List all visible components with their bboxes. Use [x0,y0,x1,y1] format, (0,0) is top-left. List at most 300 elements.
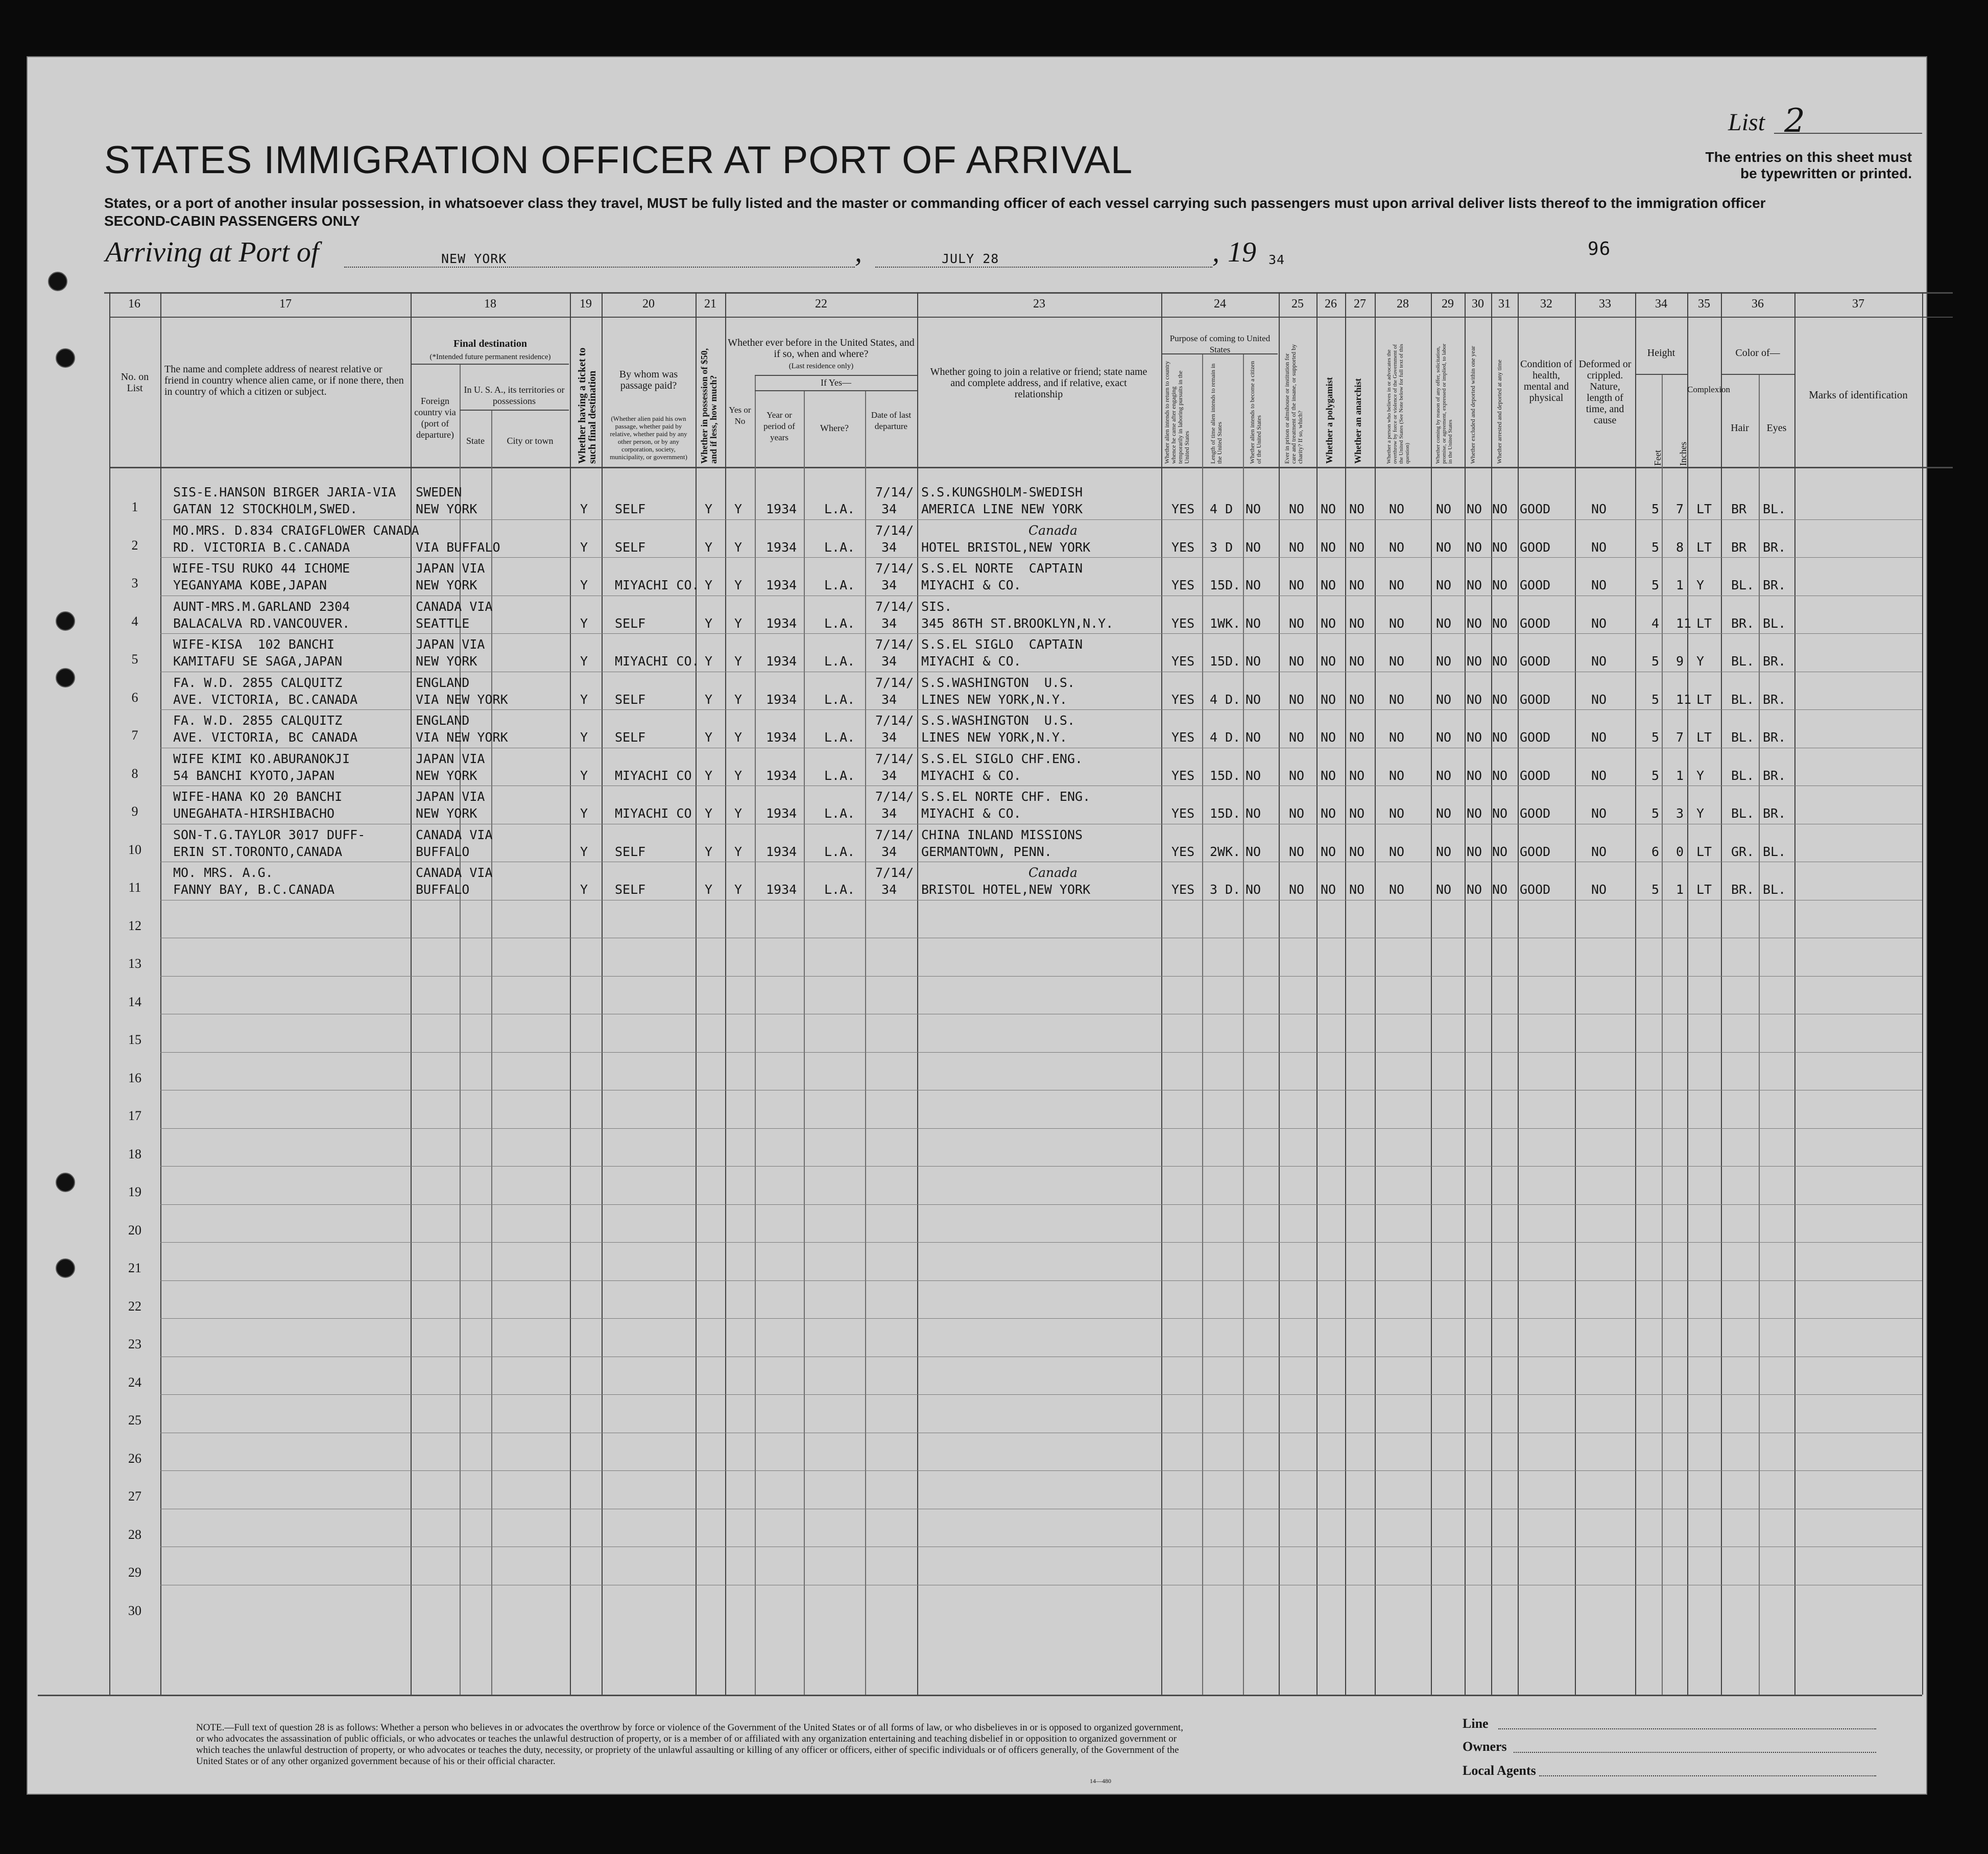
col-num-37: 37 [1852,297,1864,311]
excluded-cell: NO [1467,615,1482,631]
purpose-cell: YES [1171,502,1195,516]
header-condition: Condition of health, mental and physical [1520,359,1572,403]
column-divider [1465,292,1466,1695]
polygamist-cell: NO [1321,539,1336,555]
length-stay-cell: 1WK. [1210,615,1241,631]
destination-usa: NEW YORK [416,654,477,669]
fifty-dollars-cell: Y [705,730,713,745]
row-number: 13 [128,956,141,971]
ticket-cell: Y [580,730,588,745]
ticket-cell: Y [580,882,588,897]
passage-paid-cell: MIYACHI CO. [615,578,700,592]
destination-foreign: ENGLAND [416,713,470,728]
col-num-29: 29 [1442,297,1454,311]
column-divider [1202,353,1203,1695]
row-number: 27 [128,1489,141,1504]
date-departure-line1: 7/14/ [875,637,914,652]
header-where: Where? [820,423,849,433]
header-yes-no: Yes or No [729,405,751,426]
polygamist-cell: NO [1321,768,1336,783]
complexion-cell: LT [1696,615,1712,631]
height-feet-cell: 5 [1651,768,1660,783]
purpose-cell: YES [1171,806,1195,821]
relative-address-line1: FA. W.D. 2855 CALQUITZ [173,713,343,728]
polygamist-cell: NO [1321,578,1336,592]
header-purpose-citizen: Whether alien intends to become a citizen of the United States [1249,361,1262,464]
labor-offer-cell: NO [1436,654,1452,669]
polygamist-cell: NO [1321,806,1336,821]
join-relative-line1: Canada [1028,522,1077,538]
header-date-departure: Date of last departure [871,410,912,431]
height-feet-cell: 5 [1651,730,1660,745]
join-relative-line1: S.S.EL NORTE CHF. ENG. [921,789,1091,804]
date-departure-line2: 34 [881,654,897,669]
fifty-dollars-cell: Y [705,844,713,859]
arrested-cell: NO [1492,882,1508,897]
year-cell: 1934 [766,882,797,897]
col-num-33: 33 [1599,297,1611,311]
date-departure-line1: 7/14/ [875,561,914,576]
purpose-cell: YES [1171,768,1195,783]
row-divider [160,1394,1922,1395]
header-inches: Inches [1678,442,1688,466]
list-label: List [1728,109,1765,136]
line-label: Line [1463,1716,1489,1731]
overthrow-cell: NO [1389,615,1405,631]
header-ever-before: Whether ever before in the United States, and if so, when and where? [728,337,915,360]
relative-address-line2: GATAN 12 STOCKHOLM,SWED. [173,502,358,516]
header-subtitle-2: SECOND-CABIN PASSENGERS ONLY [104,213,360,229]
purpose-cell: YES [1171,654,1195,669]
deformed-cell: NO [1591,578,1607,592]
row-divider [160,519,1922,520]
arrival-date: JULY 28 [942,251,999,266]
relative-address-line2: YEGANYAMA KOBE,JAPAN [173,578,327,592]
line-if-yes [755,390,917,391]
column-divider [696,292,697,1695]
row-number: 24 [128,1374,141,1390]
hair-color-cell: BL. [1731,806,1755,821]
where-cell: L.A. [824,768,855,783]
join-relative-line1: S.S.WASHINGTON U.S. [921,675,1075,690]
deformed-cell: NO [1591,654,1607,669]
fifty-dollars-cell: Y [705,654,713,669]
ever-before-cell: Y [734,806,742,821]
row-divider [160,633,1922,634]
relative-address-line1: FA. W.D. 2855 CALQUITZ [173,675,343,690]
prison-cell: NO [1289,844,1305,859]
column-divider [160,292,161,1695]
header-ticket: Whether having a ticket to such final destination [577,347,598,464]
passage-paid-cell: SELF [615,615,646,631]
passage-paid-cell: SELF [615,692,646,707]
hair-color-cell: BL. [1731,730,1755,745]
citizen-cell: NO [1246,615,1261,631]
citizen-cell: NO [1246,692,1261,707]
row-number: 14 [128,994,141,1009]
arrested-cell: NO [1492,844,1508,859]
anarchist-cell: NO [1349,578,1365,592]
col-num-24: 24 [1214,297,1226,311]
column-number-divider [109,317,1953,318]
relative-address-line2: BALACALVA RD.VANCOUVER. [173,615,350,631]
hair-color-cell: BL. [1731,578,1755,592]
ticket-cell: Y [580,844,588,859]
row-divider [160,1166,1922,1167]
column-divider [804,390,805,1695]
labor-offer-cell: NO [1436,730,1452,745]
column-divider [1279,292,1280,1695]
health-cell: GOOD [1520,806,1551,821]
where-cell: L.A. [824,730,855,745]
complexion-cell: Y [1696,654,1705,669]
header-purpose-return: Whether alien intends to return to country whence he came after engaging temporarily in laboring pursuits in the United States [1163,361,1190,464]
prison-cell: NO [1289,615,1305,631]
owners-underline [1514,1752,1876,1753]
where-cell: L.A. [824,692,855,707]
list-number: 2 [1784,102,1805,140]
form-number: 14—480 [1090,1777,1111,1785]
fifty-dollars-cell: Y [705,615,713,631]
hair-color-cell: GR. [1731,844,1755,859]
row-divider [160,1242,1922,1243]
labor-offer-cell: NO [1436,615,1452,631]
page-number: 96 [1588,239,1611,259]
passage-paid-cell: SELF [615,730,646,745]
excluded-cell: NO [1467,502,1482,516]
column-divider [1243,353,1244,1695]
fifty-dollars-cell: Y [705,578,713,592]
where-cell: L.A. [824,502,855,516]
citizen-cell: NO [1246,882,1261,897]
health-cell: GOOD [1520,539,1551,555]
arriving-label: Arriving at Port of [105,236,319,268]
year-suffix: 34 [1268,252,1285,267]
manifest-sheet [27,56,1927,1795]
year-prefix: 19 [1228,236,1256,268]
prison-cell: NO [1289,654,1305,669]
row-number: 8 [131,766,138,781]
eye-color-cell: BR. [1763,768,1786,783]
overthrow-cell: NO [1389,692,1405,707]
header-subtitle-1: States, or a port of another insular possession, in whatsoever class they travel, MUST be fully listed and the master or commanding officer of each vessel carrying such passengers must upon arrival deliver lists thereof to the immigration officer [104,195,1766,211]
purpose-cell: YES [1171,882,1195,897]
prison-cell: NO [1289,882,1305,897]
header-hair: Hair [1731,422,1749,434]
owners-label: Owners [1463,1739,1507,1754]
citizen-cell: NO [1246,768,1261,783]
row-divider [160,709,1922,710]
overthrow-cell: NO [1389,539,1405,555]
col-num-23: 23 [1033,297,1045,311]
date-departure-line2: 34 [881,730,897,745]
height-inches-cell: 7 [1676,730,1684,745]
polygamist-cell: NO [1321,692,1336,707]
height-inches-cell: 9 [1676,654,1684,669]
row-number: 9 [131,804,138,819]
header-overthrow: Whether a person who believes in or advocates the overthrow by force or violence of the Government of the United States (See Note below for full text of this question) [1386,344,1410,464]
height-feet-cell: 5 [1651,578,1660,592]
length-stay-cell: 15D. [1210,806,1241,821]
ticket-cell: Y [580,578,588,592]
column-divider [1375,292,1376,1695]
length-stay-cell: 15D. [1210,578,1241,592]
destination-foreign: JAPAN VIA [416,751,485,766]
column-divider [1922,292,1923,1695]
col-num-34: 34 [1655,297,1667,311]
complexion-cell: Y [1696,578,1705,592]
health-cell: GOOD [1520,654,1551,669]
passage-paid-cell: SELF [615,539,646,555]
row-divider [160,1280,1922,1281]
row-number: 26 [128,1451,141,1466]
arrested-cell: NO [1492,806,1508,821]
header-last-residence: (Last residence only) [788,362,854,370]
complexion-cell: Y [1696,806,1705,821]
length-stay-cell: 4 D. [1210,730,1241,745]
date-departure-line2: 34 [881,502,897,516]
row-number: 7 [131,728,138,743]
arrested-cell: NO [1492,578,1508,592]
passage-paid-cell: MIYACHI CO [615,768,692,783]
complexion-cell: LT [1696,539,1712,555]
date-departure-line1: 7/14/ [875,522,914,538]
date-departure-line2: 34 [881,882,897,897]
join-relative-line2: MIYACHI & CO. [921,654,1021,669]
citizen-cell: NO [1246,654,1261,669]
height-feet-cell: 5 [1651,806,1660,821]
header-passage-paid: By whom was passage paid? [619,369,678,391]
date-departure-line2: 34 [881,806,897,821]
join-relative-line2: MIYACHI & CO. [921,806,1021,821]
col-num-26: 26 [1325,297,1337,311]
date-departure-line1: 7/14/ [875,827,914,842]
question-28-note: NOTE.—Full text of question 28 is as follows: Whether a person who believes in or advocates the overthrow by force or violence of the Government of the United States or of all forms of law, or who disbelieves in or is opposed to organized government, or who advocates the assassination of public officials, or who advocates or teaches the unlawful destruction of property, or is a member of or affiliated with any organization entertaining and teaching disbelief in or opposition to organized government or which teaches the unlawful destruction of property, or who advocates or teaches the duty, necessity, or propriety of the unlawful assaulting or killing of any officer or officers, either of specific individuals or of officers generally, of the Government of the United States or of any other organized government because of his or their official character. [196,1722,1183,1767]
row-number: 16 [128,1070,141,1085]
passage-paid-cell: MIYACHI CO [615,806,692,821]
row-number: 2 [131,537,138,553]
eye-color-cell: BL. [1763,882,1786,897]
column-divider [1161,292,1162,1695]
anarchist-cell: NO [1349,844,1365,859]
destination-usa: VIA NEW YORK [416,730,508,745]
anarchist-cell: NO [1349,539,1365,555]
destination-foreign: JAPAN VIA [416,789,485,804]
labor-offer-cell: NO [1436,768,1452,783]
relative-address-line1: MO. MRS. A.G. [173,865,273,880]
deformed-cell: NO [1591,615,1607,631]
anarchist-cell: NO [1349,730,1365,745]
join-relative-line2: GERMANTOWN, PENN. [921,844,1052,859]
date-departure-line1: 7/14/ [875,675,914,690]
column-divider [755,375,756,1695]
height-inches-cell: 1 [1676,882,1684,897]
citizen-cell: NO [1246,730,1261,745]
arrested-cell: NO [1492,692,1508,707]
purpose-cell: YES [1171,730,1195,745]
hair-color-cell: BL. [1731,768,1755,783]
eye-color-cell: BR. [1763,730,1786,745]
row-number: 29 [128,1565,141,1580]
citizen-cell: NO [1246,806,1261,821]
manifest-table [28,57,1926,1794]
excluded-cell: NO [1467,654,1482,669]
line-underline [1498,1728,1876,1729]
join-relative-line1: S.S.EL SIGLO CHF.ENG. [921,751,1083,766]
destination-foreign: CANADA VIA [416,827,493,842]
row-number: 4 [131,613,138,629]
health-cell: GOOD [1520,844,1551,859]
purpose-cell: YES [1171,578,1195,592]
hair-color-cell: BR. [1731,882,1755,897]
date-departure-line2: 34 [881,615,897,631]
row-number: 11 [128,880,141,895]
destination-usa: NEW YORK [416,502,477,516]
labor-offer-cell: NO [1436,539,1452,555]
relative-address-line2: 54 BANCHI KYOTO,JAPAN [173,768,335,783]
hair-color-cell: BR. [1731,615,1755,631]
arrested-cell: NO [1492,502,1508,516]
year-cell: 1934 [766,539,797,555]
deformed-cell: NO [1591,539,1607,555]
hair-color-cell: BL. [1731,692,1755,707]
anarchist-cell: NO [1349,654,1365,669]
height-inches-cell: 11 [1676,615,1692,631]
line-ever-before [755,375,917,376]
header-height: Height [1647,347,1675,359]
destination-usa: NEW YORK [416,768,477,783]
purpose-cell: YES [1171,539,1195,555]
date-departure-line1: 7/14/ [875,789,914,804]
row-number: 12 [128,918,141,933]
destination-foreign: ENGLAND [416,675,470,690]
eye-color-cell: BL. [1763,615,1786,631]
date-departure-line2: 34 [881,844,897,859]
year-cell: 1934 [766,578,797,592]
header-no-on-list: No. on List [121,371,149,394]
relative-address-line2: AVE. VICTORIA, BC CANADA [173,730,358,745]
length-stay-cell: 3 D [1210,539,1233,555]
column-divider [602,292,603,1695]
deformed-cell: NO [1591,768,1607,783]
polygamist-cell: NO [1321,882,1336,897]
excluded-cell: NO [1467,578,1482,592]
row-number: 19 [128,1184,141,1199]
arrested-cell: NO [1492,768,1508,783]
destination-foreign: JAPAN VIA [416,637,485,652]
ticket-cell: Y [580,539,588,555]
anarchist-cell: NO [1349,502,1365,516]
ever-before-cell: Y [734,615,742,631]
row-number: 18 [128,1146,141,1161]
overthrow-cell: NO [1389,882,1405,897]
citizen-cell: NO [1246,539,1261,555]
excluded-cell: NO [1467,692,1482,707]
arrested-cell: NO [1492,654,1508,669]
height-feet-cell: 6 [1651,844,1660,859]
row-divider [160,976,1922,977]
passage-paid-cell: SELF [615,502,646,516]
row-number: 5 [131,652,138,667]
col-num-20: 20 [642,297,655,311]
local-agents-label: Local Agents [1463,1763,1536,1778]
column-divider [725,292,726,1695]
destination-usa: NEW YORK [416,578,477,592]
where-cell: L.A. [824,539,855,555]
header-final-destination-note: (*Intended future permanent residence) [429,353,551,361]
column-divider [865,390,866,1695]
relative-address-line2: UNEGAHATA-HIRSHIBACHO [173,806,335,821]
where-cell: L.A. [824,844,855,859]
header-color: Color of— [1735,347,1780,359]
header-excluded: Whether excluded and deported within one year [1469,346,1476,464]
line-purpose [1162,353,1278,354]
height-feet-cell: 5 [1651,539,1660,555]
fifty-dollars-cell: Y [705,539,713,555]
length-stay-cell: 3 D. [1210,882,1241,897]
date-departure-line2: 34 [881,768,897,783]
row-number: 10 [128,842,141,857]
passage-paid-cell: SELF [615,844,646,859]
passage-paid-cell: SELF [615,882,646,897]
year-cell: 1934 [766,806,797,821]
prison-cell: NO [1289,578,1305,592]
length-stay-cell: 4 D. [1210,692,1241,707]
col-num-18: 18 [484,297,496,311]
relative-address-line1: WIFE KIMI KO.ABURANOKJI [173,751,350,766]
col-num-28: 28 [1397,297,1409,311]
labor-offer-cell: NO [1436,882,1452,897]
header-arrested: Whether arrested and deported at any time [1496,360,1503,464]
header-year-period: Year or period of years [763,410,795,442]
col-num-19: 19 [580,297,592,311]
header-anarchist: Whether an anarchist [1353,378,1363,464]
health-cell: GOOD [1520,768,1551,783]
anarchist-cell: NO [1349,615,1365,631]
table-top-border [104,292,1953,294]
purpose-cell: YES [1171,615,1195,631]
header-fifty-dollars: Whether in possession of $50, and if less, how much? [699,348,718,464]
arrival-port: NEW YORK [441,251,507,266]
ticket-cell: Y [580,654,588,669]
column-divider [411,292,412,1695]
prison-cell: NO [1289,768,1305,783]
destination-usa: BUFFALO [416,882,470,897]
line-in-usa [460,410,569,411]
hair-color-cell: BR [1731,502,1747,516]
ever-before-cell: Y [734,844,742,859]
date-departure-line2: 34 [881,578,897,592]
join-relative-line1: S.S.WASHINGTON U.S. [921,713,1075,728]
table-bottom-border [38,1695,1922,1696]
hair-color-cell: BR [1731,539,1747,555]
header-final-destination: Final destination [453,338,527,349]
ticket-cell: Y [580,768,588,783]
column-divider [1687,292,1688,1695]
row-number: 1 [131,500,138,514]
join-relative-line1: CHINA INLAND MISSIONS [921,827,1083,842]
overthrow-cell: NO [1389,730,1405,745]
ticket-cell: Y [580,502,588,516]
height-inches-cell: 7 [1676,502,1684,516]
header-city: City or town [507,436,554,446]
citizen-cell: NO [1246,578,1261,592]
deformed-cell: NO [1591,692,1607,707]
health-cell: GOOD [1520,730,1551,745]
row-divider [160,1318,1922,1319]
column-divider [570,292,571,1695]
typewritten-instruction: The entries on this sheet must be typewritten or printed. [1705,149,1912,181]
